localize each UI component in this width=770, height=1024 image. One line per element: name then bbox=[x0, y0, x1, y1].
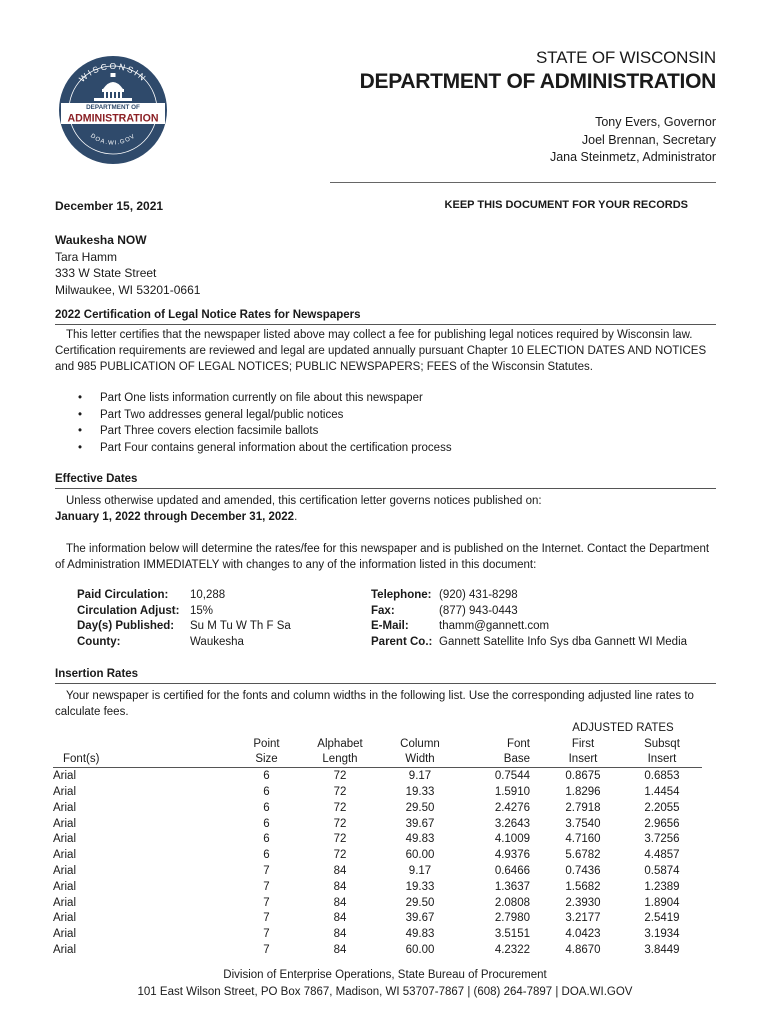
font-base-cell: 0.6466 bbox=[494, 865, 530, 878]
font-base-cell: 1.5910 bbox=[494, 786, 530, 799]
subsqt-insert-cell: 3.1934 bbox=[644, 928, 680, 941]
footer-division: Division of Enterprise Operations, State Bureau of Procurement bbox=[223, 969, 547, 981]
rate-row bbox=[53, 847, 702, 863]
svg-text:DEPARTMENT OF: DEPARTMENT OF bbox=[86, 104, 140, 111]
effective-range: January 1, 2022 through December 31, 2022 bbox=[55, 511, 295, 523]
alphabet-length-cell: 72 bbox=[333, 817, 347, 830]
bullet-part-three: • Part Three covers election facsimile ballots bbox=[78, 423, 452, 440]
font-cell: Arial bbox=[53, 912, 77, 925]
point-size-cell: 7 bbox=[263, 880, 270, 893]
footer-address: 101 East Wilson Street, PO Box 7867, Madison, WI 53707-7867 | (608) 264-7897 | DOA.WI.GOV bbox=[137, 986, 633, 998]
insertion-body: Your newspaper is certified for the fonts and column widths in the following list. Use the corresponding adjusted line rates to calculate fees. bbox=[55, 690, 694, 718]
svg-text:ADMINISTRATION: ADMINISTRATION bbox=[67, 112, 159, 125]
official-secretary: Joel Brennan, Secretary bbox=[581, 132, 716, 147]
alphabet-length-cell: 72 bbox=[333, 833, 347, 846]
official-administrator: Jana Steinmetz, Administrator bbox=[549, 150, 716, 164]
font-base-cell: 3.5151 bbox=[494, 928, 530, 941]
first-insert-cell: 2.3930 bbox=[565, 896, 601, 909]
certification-body: This letter certifies that the newspaper listed above may collect a fee for publishing legal notices required by Wisconsin law. Certification requirements are reviewed and legal are updated annually pursuant Chapter 10 ELECTION DATES AND NOTICES and 985 PUBLICATION OF LEGAL NOTICES; PUBLIC NEWSPAPERS; FEES of the Wisconsin Statutes. bbox=[55, 329, 707, 373]
days-published-label: Day(s) Published: bbox=[77, 620, 175, 632]
circulation-adjust-label: Circulation Adjust: bbox=[77, 604, 180, 617]
email-value: thamm@gannett.com bbox=[439, 620, 550, 632]
first-insert-cell: 1.5682 bbox=[565, 880, 601, 893]
point-size-cell: 7 bbox=[263, 912, 270, 925]
newspaper-info-right bbox=[371, 588, 687, 650]
alphabet-length-cell: 84 bbox=[333, 880, 347, 893]
bullet-part-one: • Part One lists information currently on file about this newspaper bbox=[78, 390, 452, 407]
rates-body bbox=[53, 768, 702, 958]
alphabet-length-cell: 84 bbox=[333, 896, 347, 909]
font-cell: Arial bbox=[53, 928, 77, 941]
alphabet-length-cell: 84 bbox=[333, 928, 347, 941]
header-fonts: Font(s) bbox=[53, 752, 233, 768]
column-width-cell: 60.00 bbox=[405, 944, 435, 957]
font-base-cell: 0.7544 bbox=[494, 770, 530, 783]
recipient-paper: Waukesha NOW bbox=[55, 233, 147, 247]
first-insert-cell: 3.2177 bbox=[565, 912, 601, 925]
column-width-cell: 49.83 bbox=[405, 928, 435, 941]
rate-row bbox=[53, 784, 702, 800]
header-subsqt-insert: Insert bbox=[622, 752, 702, 768]
rate-row bbox=[53, 800, 702, 816]
font-base-cell: 2.0808 bbox=[494, 896, 530, 909]
point-size-cell: 6 bbox=[263, 849, 270, 862]
header-top-alphabet: Alphabet bbox=[317, 737, 363, 750]
point-size-cell: 7 bbox=[263, 928, 270, 941]
info-paragraph: The information below will determine the rates/fee for this newspaper and is published on the Internet. Contact the Department of Administration IMMEDIATELY with changes to any of the information listed in this document: bbox=[55, 543, 710, 571]
alphabet-length-cell: 72 bbox=[333, 801, 347, 814]
first-insert-cell: 2.7918 bbox=[565, 801, 601, 814]
first-insert-cell: 4.7160 bbox=[565, 833, 601, 846]
point-size-cell: 7 bbox=[263, 896, 270, 909]
rate-row bbox=[53, 879, 702, 895]
rate-row bbox=[53, 911, 702, 927]
point-size-cell: 6 bbox=[263, 817, 270, 830]
days-published-value: Su M Tu W Th F Sa bbox=[190, 620, 291, 632]
subsqt-insert-cell: 2.2055 bbox=[644, 801, 680, 814]
header-top-subsqt: Subsqt bbox=[644, 737, 680, 750]
paid-circulation-value: 10,288 bbox=[190, 589, 226, 601]
subsqt-insert-cell: 3.7256 bbox=[644, 833, 680, 846]
effective-line: Unless otherwise updated and amended, this certification letter governs notices published on: bbox=[66, 495, 542, 507]
font-base-cell: 1.3637 bbox=[494, 880, 530, 893]
point-size-cell: 6 bbox=[263, 833, 270, 846]
first-insert-cell: 3.7540 bbox=[565, 817, 601, 830]
insertion-rule bbox=[55, 683, 716, 684]
header-width: Width bbox=[380, 752, 460, 768]
font-cell: Arial bbox=[53, 944, 77, 957]
column-header-row-bottom bbox=[53, 752, 702, 768]
alphabet-length-cell: 72 bbox=[333, 849, 347, 862]
rate-row bbox=[53, 863, 702, 879]
point-size-cell: 6 bbox=[263, 801, 270, 814]
column-width-cell: 9.17 bbox=[408, 770, 432, 783]
svg-text:DOA.WI.GOV: DOA.WI.GOV bbox=[89, 133, 137, 147]
header-top-first: First bbox=[571, 737, 595, 750]
effective-range-suffix: . bbox=[294, 511, 298, 523]
alphabet-length-cell: 72 bbox=[333, 786, 347, 799]
subsqt-insert-cell: 4.4857 bbox=[644, 849, 680, 862]
header-top-font: Font bbox=[506, 737, 530, 750]
column-width-cell: 19.33 bbox=[405, 880, 435, 893]
svg-text:WISCONSIN: WISCONSIN bbox=[76, 60, 150, 85]
header-base: Base bbox=[460, 752, 544, 768]
rate-row bbox=[53, 942, 702, 958]
effective-title: Effective Dates bbox=[55, 473, 138, 485]
column-width-cell: 49.83 bbox=[405, 833, 435, 846]
subsqt-insert-cell: 2.9656 bbox=[644, 817, 680, 830]
rate-row bbox=[53, 768, 702, 784]
column-width-cell: 9.17 bbox=[408, 865, 432, 878]
effective-range-line bbox=[55, 509, 720, 525]
telephone-label: Telephone: bbox=[371, 589, 432, 601]
header-top-point: Point bbox=[253, 737, 280, 750]
point-size-cell: 7 bbox=[263, 944, 270, 957]
adjusted-rates-title: ADJUSTED RATES bbox=[572, 721, 674, 734]
first-insert-cell: 4.8670 bbox=[565, 944, 601, 957]
font-base-cell: 2.7980 bbox=[494, 912, 530, 925]
subsqt-insert-cell: 1.8904 bbox=[644, 896, 680, 909]
parent-company-value: Gannett Satellite Info Sys dba Gannett WI Media bbox=[439, 635, 688, 648]
subsqt-insert-cell: 3.8449 bbox=[644, 944, 680, 957]
paid-circulation-label: Paid Circulation: bbox=[77, 589, 169, 601]
subsqt-insert-cell: 1.2389 bbox=[644, 880, 680, 893]
first-insert-cell: 0.7436 bbox=[565, 865, 601, 878]
recipient-name: Tara Hamm bbox=[55, 249, 118, 264]
alphabet-length-cell: 84 bbox=[333, 912, 347, 925]
bullet-part-two: • Part Two addresses general legal/public notices bbox=[78, 407, 452, 424]
adjusted-rates-header-row bbox=[53, 720, 702, 736]
officials-list bbox=[550, 114, 716, 167]
font-cell: Arial bbox=[53, 880, 77, 893]
font-cell: Arial bbox=[53, 849, 77, 862]
telephone-value: (920) 431-8298 bbox=[439, 589, 518, 601]
point-size-cell: 7 bbox=[263, 865, 270, 878]
rate-row bbox=[53, 816, 702, 832]
certification-rule bbox=[55, 324, 716, 325]
newspaper-info-left bbox=[77, 588, 291, 650]
first-insert-cell: 1.8296 bbox=[565, 786, 601, 799]
recipient-street: 333 W State Street bbox=[55, 266, 157, 280]
fax-label: Fax: bbox=[371, 604, 395, 617]
point-size-cell: 6 bbox=[263, 770, 270, 783]
column-width-cell: 19.33 bbox=[405, 786, 435, 799]
font-base-cell: 4.2322 bbox=[494, 944, 530, 957]
keep-notice: KEEP THIS DOCUMENT FOR YOUR RECORDS bbox=[444, 199, 688, 211]
header-top-fonts bbox=[53, 736, 233, 752]
font-cell: Arial bbox=[53, 801, 77, 814]
column-header-row-top bbox=[53, 736, 702, 752]
subsqt-insert-cell: 0.6853 bbox=[644, 770, 680, 783]
insertion-title: Insertion Rates bbox=[55, 668, 139, 680]
header-first-insert: Insert bbox=[544, 752, 622, 768]
font-base-cell: 2.4276 bbox=[494, 801, 530, 814]
header-length: Length bbox=[300, 752, 380, 768]
font-base-cell: 3.2643 bbox=[494, 817, 530, 830]
subsqt-insert-cell: 0.5874 bbox=[644, 865, 680, 878]
doa-seal-logo bbox=[58, 55, 168, 165]
first-insert-cell: 5.6782 bbox=[565, 849, 601, 862]
header-top-column: Column bbox=[400, 737, 440, 750]
bullet-part-four: • Part Four contains general information about the certification process bbox=[78, 440, 452, 457]
rate-row bbox=[53, 895, 702, 911]
county-value: Waukesha bbox=[190, 635, 244, 648]
font-cell: Arial bbox=[53, 770, 77, 783]
county-label: County: bbox=[77, 635, 121, 648]
alphabet-length-cell: 72 bbox=[333, 770, 347, 783]
subsqt-insert-cell: 1.4454 bbox=[644, 786, 680, 799]
column-width-cell: 29.50 bbox=[405, 801, 435, 814]
font-cell: Arial bbox=[53, 865, 77, 878]
font-base-cell: 4.9376 bbox=[494, 849, 530, 862]
recipient-city: Milwaukee, WI 53201-0661 bbox=[55, 282, 201, 297]
first-insert-cell: 0.8675 bbox=[565, 770, 601, 783]
certification-title: 2022 Certification of Legal Notice Rates for Newspapers bbox=[55, 309, 361, 321]
subsqt-insert-cell: 2.5419 bbox=[644, 912, 680, 925]
official-governor: Tony Evers, Governor bbox=[595, 115, 716, 129]
email-label: E-Mail: bbox=[371, 620, 409, 632]
alphabet-length-cell: 84 bbox=[333, 944, 347, 957]
department-heading: DEPARTMENT OF ADMINISTRATION bbox=[359, 70, 716, 93]
font-cell: Arial bbox=[53, 896, 77, 909]
state-heading: STATE OF WISCONSIN bbox=[536, 48, 716, 67]
footer bbox=[0, 967, 770, 1001]
letter-date: December 15, 2021 bbox=[55, 199, 164, 213]
rate-row bbox=[53, 926, 702, 942]
rates-table bbox=[53, 720, 702, 958]
circulation-adjust-value: 15% bbox=[190, 604, 214, 617]
certification-bullets bbox=[78, 390, 452, 456]
column-width-cell: 60.00 bbox=[405, 849, 435, 862]
column-width-cell: 29.50 bbox=[405, 896, 435, 909]
font-cell: Arial bbox=[53, 817, 77, 830]
point-size-cell: 6 bbox=[263, 786, 270, 799]
font-base-cell: 4.1009 bbox=[494, 833, 530, 846]
recipient-address bbox=[55, 232, 200, 298]
header-size: Size bbox=[233, 752, 300, 768]
header-divider bbox=[330, 182, 716, 183]
font-cell: Arial bbox=[53, 833, 77, 846]
alphabet-length-cell: 84 bbox=[333, 865, 347, 878]
effective-rule bbox=[55, 488, 716, 489]
first-insert-cell: 4.0423 bbox=[565, 928, 601, 941]
font-cell: Arial bbox=[53, 786, 77, 799]
parent-company-label: Parent Co.: bbox=[371, 635, 433, 648]
column-width-cell: 39.67 bbox=[405, 912, 435, 925]
column-width-cell: 39.67 bbox=[405, 817, 435, 830]
fax-value: (877) 943-0443 bbox=[439, 604, 518, 617]
rate-row bbox=[53, 832, 702, 848]
